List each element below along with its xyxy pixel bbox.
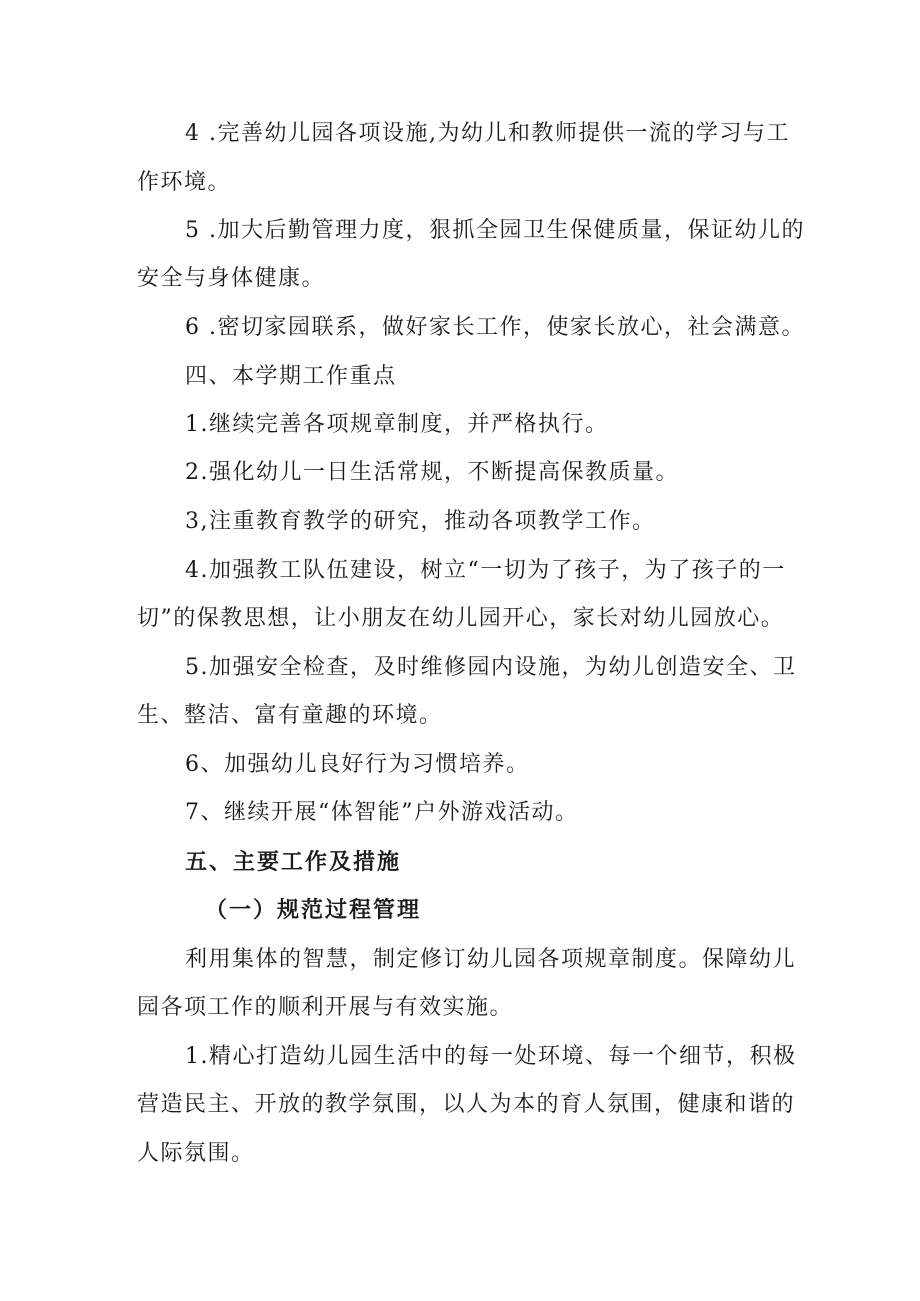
paragraph-line: 4 .完善幼儿园各项设施,为幼儿和教师提供一流的学习与工 [185,121,790,146]
list-item-continuation: 生、整洁、富有童趣的环境。 [137,703,443,728]
list-item-continuation: 营造民主、开放的教学氛围，以人为本的育人氛围，健康和谐的 [137,1092,796,1117]
paragraph-line: 园各项工作的顺利开展与有效实施。 [137,995,514,1020]
list-item: 2.强化幼儿一日生活常规，不断提高保教质量。 [185,460,679,485]
paragraph-line: 5 .加大后勤管理力度，狠抓全园卫生保健质量，保证幼儿的 [185,218,805,243]
paragraph-line: 利用集体的智慧，制定修订幼儿园各项规章制度。保障幼儿 [185,947,797,972]
list-item-continuation: 人际氛围。 [137,1141,255,1166]
list-item: 5.加强安全检查，及时维修园内设施，为幼儿创造安全、卫 [185,655,797,680]
section-heading: 四、本学期工作重点 [185,364,397,389]
list-item: 6、加强幼儿良好行为习惯培养。 [185,752,530,777]
list-item: 7、继续开展“体智能”户外游戏活动。 [185,800,579,825]
list-item: 3,注重教育教学的研究，推动各项教学工作。 [185,509,656,534]
paragraph-line: 安全与身体健康。 [137,266,326,291]
list-item-continuation: 切”的保教思想，让小朋友在幼儿园开心，家长对幼儿园放心。 [137,606,785,631]
list-item: 1.继续完善各项规章制度，并严格执行。 [185,412,609,437]
list-item: 4.加强教工队伍建设，树立“一切为了孩子，为了孩子的一 [185,558,786,583]
paragraph-line: 作环境。 [137,170,232,195]
list-item: 1.精心打造幼儿园生活中的每一处环境、每一个细节，积极 [185,1044,797,1069]
section-heading: 五、主要工作及措施 [185,850,402,875]
paragraph-line: 6 .密切家园联系，做好家长工作，使家长放心，社会满意。 [185,315,805,340]
subsection-heading: （一）规范过程管理 [205,898,422,923]
